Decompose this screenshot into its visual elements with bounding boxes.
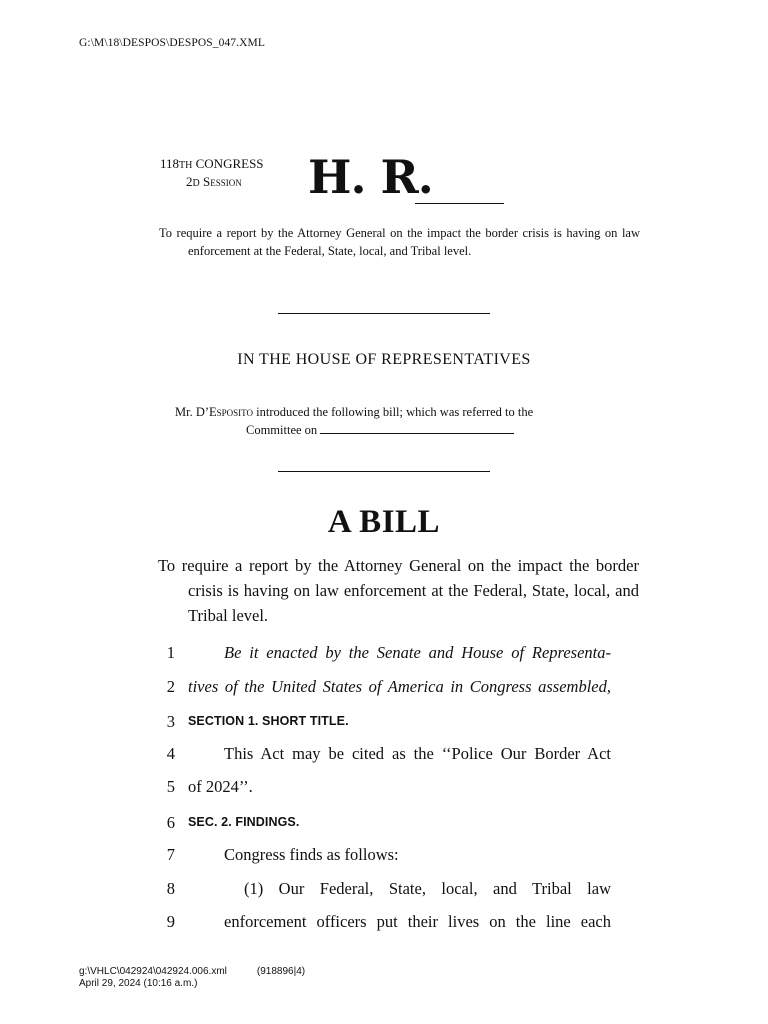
session-line bbox=[160, 174, 264, 192]
line-text: enforcement officers put their lives on the line each bbox=[224, 912, 611, 931]
bill-line bbox=[155, 643, 611, 665]
line-text: This Act may be cited as the ‘‘Police Our Border Act bbox=[224, 744, 611, 763]
line-number: 5 bbox=[166, 777, 175, 796]
section-heading: SEC. 2. FINDINGS. bbox=[188, 815, 300, 829]
introduction-statement bbox=[175, 403, 592, 439]
short-purpose-text: To require a report by the Attorney General on the impact the border crisis is having on law enforcement at the Federal, State, local, and Tribal level. bbox=[159, 226, 640, 258]
sponsor-prefix: Mr. D’ bbox=[175, 405, 210, 419]
line-number: 3 bbox=[166, 712, 175, 731]
bill-number-blank bbox=[415, 203, 504, 204]
divider-rule-top bbox=[278, 313, 490, 314]
congress-number-suffix: TH bbox=[179, 160, 193, 171]
house-title: IN THE HOUSE OF REPRESENTATIVES bbox=[237, 351, 531, 368]
document-path-header: G:\M\18\DESPOS\DESPOS_047.XML bbox=[79, 37, 265, 49]
session-number-suffix: D bbox=[192, 178, 200, 189]
bill-line bbox=[155, 912, 611, 934]
line-number: 6 bbox=[166, 813, 175, 832]
line-number: 8 bbox=[166, 879, 175, 898]
bill-line bbox=[155, 712, 611, 734]
bill-line bbox=[155, 813, 611, 835]
introduction-text: introduced the following bill; which was referred to the bbox=[253, 405, 534, 419]
sponsor-name: Esposito bbox=[209, 405, 254, 419]
session-word: Session bbox=[202, 174, 242, 189]
line-number: 1 bbox=[166, 643, 175, 662]
long-purpose-text: To require a report by the Attorney General on the impact the border crisis is having on law enforcement at the Federal, State, local, and Tribal level. bbox=[158, 556, 639, 625]
bill-line bbox=[155, 845, 611, 867]
line-number: 4 bbox=[166, 744, 175, 763]
section-heading: SECTION 1. SHORT TITLE. bbox=[188, 714, 349, 728]
footer-file-line bbox=[79, 966, 305, 978]
committee-blank bbox=[320, 423, 514, 434]
bill-line bbox=[155, 777, 611, 799]
session-number: 2 bbox=[186, 174, 193, 189]
line-number: 9 bbox=[166, 912, 175, 931]
bill-line bbox=[155, 879, 611, 901]
bill-heading: A BILL bbox=[327, 504, 441, 540]
line-text: Congress finds as follows: bbox=[224, 845, 399, 864]
line-number: 2 bbox=[166, 677, 175, 696]
document-footer bbox=[79, 966, 305, 990]
congress-word: CONGRESS bbox=[195, 156, 264, 171]
bill-line bbox=[155, 677, 611, 699]
congress-line bbox=[160, 156, 264, 174]
line-text: tives of the United States of America in Congress assembled, bbox=[188, 677, 611, 696]
bill-designation: H. R. bbox=[308, 150, 433, 204]
congress-session-block bbox=[160, 156, 264, 192]
bill-line bbox=[155, 744, 611, 766]
footer-file-path: g:\VHLC\042924\042924.006.xml bbox=[79, 966, 227, 977]
footer-date: April 29, 2024 (10:16 a.m.) bbox=[79, 978, 198, 989]
divider-rule-bottom bbox=[278, 471, 490, 472]
line-number: 7 bbox=[166, 845, 175, 864]
line-text: Be it enacted by the Senate and House of Representa- bbox=[224, 643, 611, 662]
congress-number: 118 bbox=[160, 156, 180, 171]
committee-label: Committee on bbox=[246, 423, 318, 437]
line-text: (1) Our Federal, State, local, and Tribal law bbox=[244, 879, 611, 898]
footer-code: (918896|4) bbox=[256, 966, 306, 977]
line-text: of 2024’’. bbox=[188, 777, 253, 796]
